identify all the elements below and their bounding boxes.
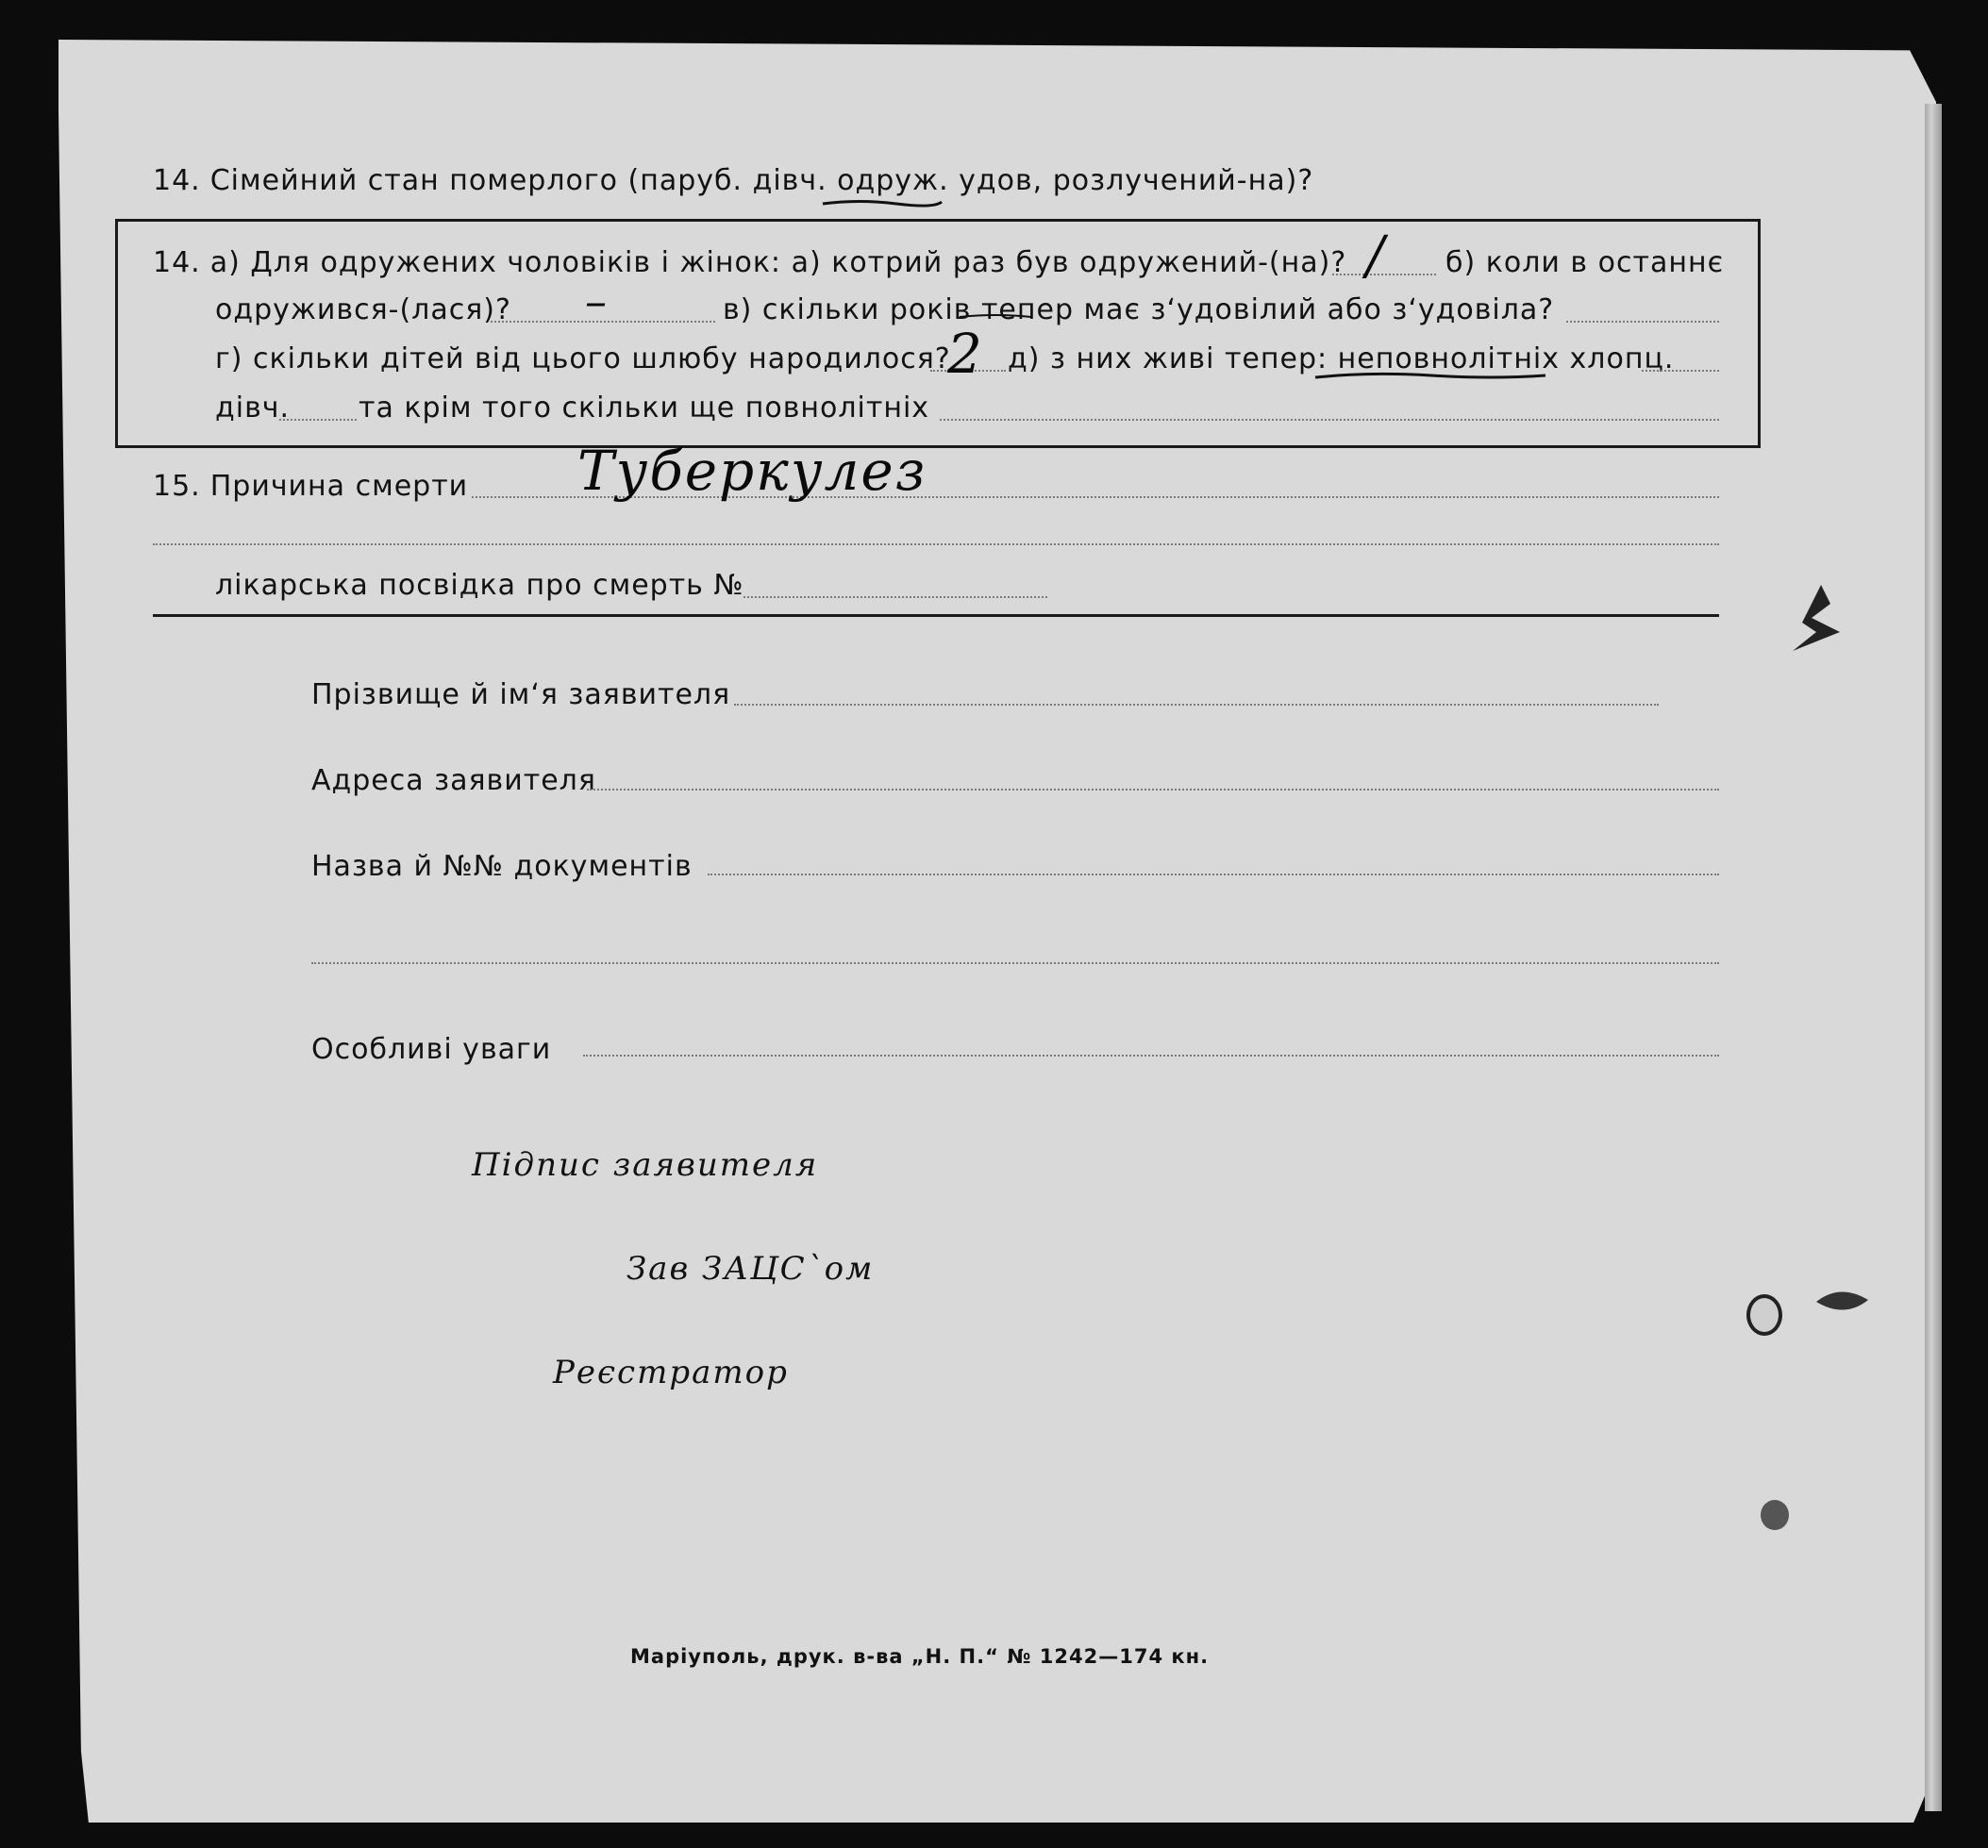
printer-imprint: Маріуполь, друк. в-ва „Н. П.“ № 1242—174 кн. — [630, 1645, 1210, 1668]
q14a-answer-d: 2 — [947, 322, 982, 386]
documents-line-2 — [311, 962, 1719, 964]
q14a-answer-e-line — [1642, 370, 1719, 372]
q14a-answer-a-line — [1332, 274, 1436, 275]
q14a-number: 14. — [153, 246, 201, 279]
head-signature-label: Зав ЗАЦС`ом — [626, 1250, 875, 1288]
applicant-name-label: Прізвище й ім‘я заявителя — [311, 678, 731, 711]
q14a-question-d: г) скільки дітей від цього шлюбу народилося? — [215, 342, 951, 375]
underline-years — [958, 311, 1033, 321]
q15-label: Причина смерти — [209, 470, 469, 503]
q14a-girls-line — [279, 419, 357, 421]
section-divider — [153, 614, 1719, 617]
q14-text: Сімейний стан померлого (паруб. дівч. одруж. удов, розлучений-на)? — [209, 164, 1314, 197]
paper-damage — [1774, 575, 1859, 660]
q14a-answer-c-line — [1566, 321, 1719, 323]
q14a-question-c: в) скільки років тепер має з‘удовілий або з‘удовіла? — [723, 293, 1555, 326]
q14a-question-b: б) коли в останнє — [1445, 246, 1725, 279]
paper-edge — [1925, 104, 1942, 1811]
q14a-question-b-cont: одружився-(лася)? — [215, 293, 511, 326]
q15-certificate-line — [743, 596, 1047, 598]
q14a-adults-label: та крім того скільки ще повнолітніх — [359, 391, 930, 425]
notes-label: Особливі уваги — [311, 1033, 552, 1066]
q14-number: 14. — [153, 164, 201, 197]
punch-hole — [1761, 1500, 1789, 1530]
q15-number: 15. — [153, 470, 201, 503]
q15-line — [153, 470, 477, 503]
q15-extra-line — [153, 543, 1719, 545]
q14a-question-e: д) з них живі тепер: неповнолітніх хлопц. — [1008, 342, 1675, 375]
underline-married — [821, 196, 944, 209]
punch-hole — [1746, 1294, 1782, 1336]
notes-line — [583, 1055, 1719, 1057]
q15-answer: Туберкулез — [577, 439, 927, 503]
registrar-signature-label: Реєстратор — [553, 1354, 789, 1391]
q14-line — [153, 164, 1323, 197]
underline-minors — [1313, 368, 1549, 383]
q14a-girls-label: дівч. — [215, 391, 291, 425]
applicant-address-line — [587, 789, 1719, 791]
q14a-question-a: а) Для одружених чоловіків і жінок: а) котрий раз був одружений-(на)? — [209, 246, 1347, 279]
documents-line — [708, 874, 1719, 875]
q14a-answer-b: – — [585, 275, 607, 326]
paper-damage — [1812, 1283, 1878, 1321]
applicant-name-line — [734, 704, 1659, 706]
documents-label: Назва й №№ документів — [311, 850, 693, 883]
q15-certificate-label: лікарська посвідка про смерть № — [215, 569, 744, 602]
applicant-signature-label: Підпис заявителя — [472, 1146, 819, 1184]
applicant-address-label: Адреса заявителя — [311, 764, 596, 797]
q14a-line1 — [153, 246, 1356, 279]
q14a-answer-a: / — [1366, 225, 1384, 287]
q14a-adults-line — [940, 419, 1719, 421]
